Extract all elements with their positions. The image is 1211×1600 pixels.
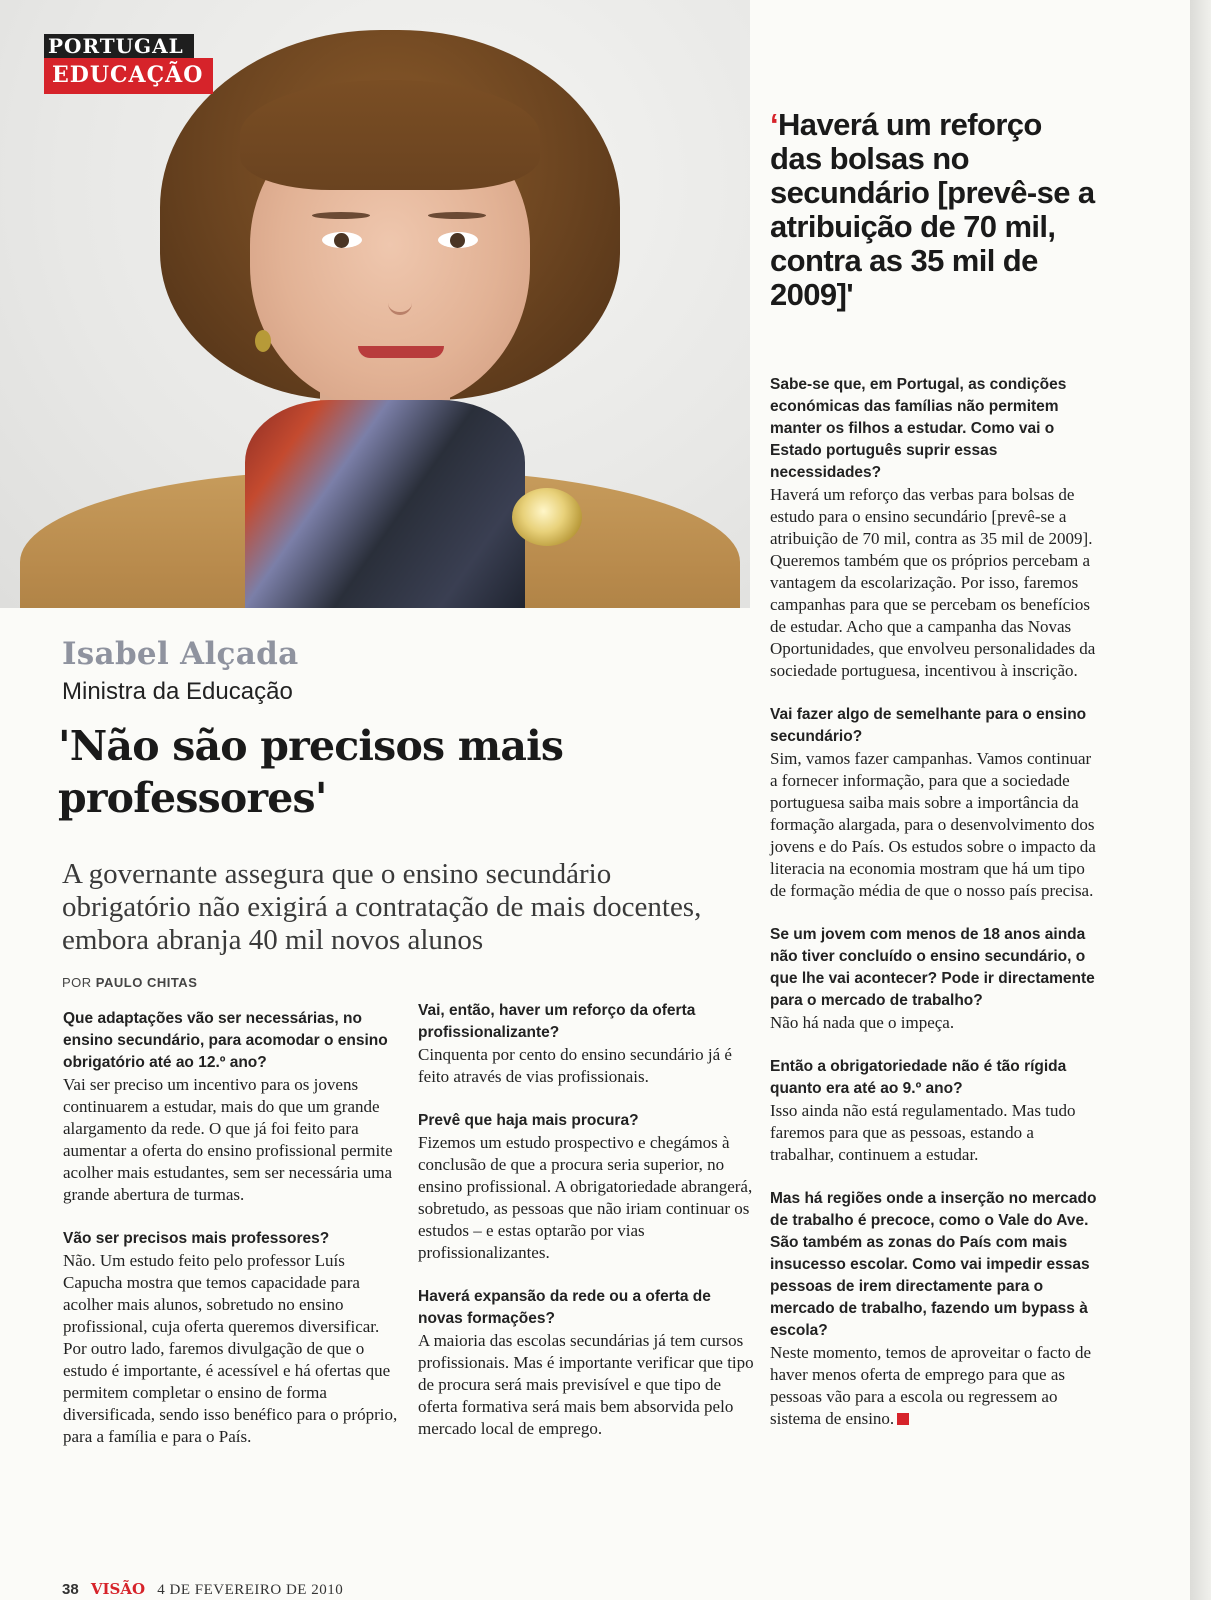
answer: Fizemos um estudo prospectivo e chegámos à conclusão de que a procura seria superior, no ensino profissional. A obrigatoriedade abrangerá, sobretudo, as pessoas que não iriam continuar os estudos – e estas optarão por vias profissionalizantes. (418, 1133, 753, 1262)
question: Mas há regiões onde a inserção no mercado de trabalho é precoce, como o Vale do Ave. São também as zonas do País com mais insucesso escolar. Como vai impedir essas pessoas de irem directamente para o mercado de trabalho, fazendo um bypass à escola? (770, 1190, 1097, 1339)
section-tag-country: PORTUGAL (44, 34, 194, 58)
photo-earring (255, 330, 271, 352)
page-footer (62, 1580, 343, 1599)
photo-mouth (358, 346, 444, 358)
answer: Vai ser preciso um incentivo para os jovens continuarem a estudar, mais do que um grande alargamento da rede. O que já foi feito para aumentar a oferta do ensino profissional permite acolher mais estudantes, sem ser necessária uma grande abertura de turmas. (63, 1075, 393, 1204)
question: Então a obrigatoriedade não é tão rígida quanto era até ao 9.º ano? (770, 1058, 1067, 1097)
answer: A maioria das escolas secundárias já tem cursos profissionais. Mas é importante verificar que tipo de procura será mais previsível e que tipo de oferta formativa será mais bem absorvida pelo mercado local de emprego. (418, 1331, 754, 1438)
text-column-1 (63, 1008, 403, 1448)
pull-quote-text: Haverá um reforço das bolsas no secundário [prevê-se a atribuição de 70 mil, contra as 35 mil de 2009]' (770, 107, 1095, 312)
page-gutter (1190, 0, 1211, 1600)
answer-text: Neste momento, temos de aproveitar o facto de haver menos oferta de emprego para que as pessoas vão para a escola ou regressem ao sistema de ensino. (770, 1343, 1091, 1428)
question: Haverá expansão da rede ou a oferta de novas formações? (418, 1288, 711, 1327)
photo-brow-right (428, 212, 486, 219)
question: Que adaptações vão ser necessárias, no ensino secundário, para acomodar o ensino obrigatório até ao 12.º ano? (63, 1010, 388, 1071)
photo-nose (388, 250, 412, 315)
issue-date: 4 DE FEVEREIRO DE 2010 (157, 1582, 344, 1598)
answer: Não há nada que o impeça. (770, 1013, 955, 1032)
answer: Cinquenta por cento do ensino secundário já é feito através de vias profissionais. (418, 1045, 732, 1086)
photo-eye-left (322, 232, 362, 248)
pull-quote (770, 108, 1100, 312)
photo-brooch (512, 488, 582, 546)
quote-mark-icon: ‘ (770, 107, 779, 142)
question: Vão ser precisos mais professores? (63, 1230, 330, 1247)
question: Sabe-se que, em Portugal, as condições económicas das famílias não permitem manter os filhos a estudar. Como vai o Estado português suprir essas necessidades? (770, 376, 1067, 481)
headline: 'Não são precisos mais professores' (58, 722, 564, 822)
section-tag-topic: EDUCAÇÃO (44, 58, 213, 94)
question: Vai, então, haver um reforço da oferta profissionalizante? (418, 1002, 696, 1041)
answer: Haverá um reforço das verbas para bolsas de estudo para o ensino secundário [prevê-se a atribuição de 70 mil, contra as 35 mil de 2009]. Queremos também que os próprios percebam a vantagem da escolarização. Por isso, faremos campanhas para que se percebam os benefícios de estudar. Acho que a campanha das Novas Oportunidades, que envolveu personalidades da sociedade portuguesa, incentivou à inscrição. (770, 485, 1096, 680)
byline-author: PAULO CHITAS (95, 975, 198, 990)
byline (62, 975, 197, 990)
byline-prefix: POR (62, 975, 92, 990)
text-column-2 (418, 1000, 758, 1440)
answer: Sim, vamos fazer campanhas. Vamos continuar a fornecer informação, para que a sociedade portuguesa saiba mais sobre a importância da formação alargada, para o desenvolvimento dos jovens e do País. Os estudos sobre o impacto da literacia na economia mostram que há um tipo de formação média de que o nosso país precisa. (770, 749, 1096, 900)
photo-bangs (240, 80, 540, 190)
magazine-brand: VISÃO (90, 1580, 146, 1598)
question: Prevê que haja mais procura? (418, 1112, 639, 1129)
answer: Isso ainda não está regulamentado. Mas tudo faremos para que as pessoas, estando a trabalhar, continuem a estudar. (770, 1101, 1076, 1164)
text-column-3 (770, 374, 1100, 1430)
deck: A governante assegura que o ensino secundário obrigatório não exigirá a contratação de mais docentes, embora abranja 40 mil novos alunos (62, 858, 702, 956)
end-of-article-icon (897, 1413, 909, 1425)
question: Vai fazer algo de semelhante para o ensino secundário? (770, 706, 1087, 745)
photo-brow-left (312, 212, 370, 219)
interviewee-role: Ministra da Educação (62, 678, 293, 705)
interviewee-name: Isabel Alçada (62, 636, 299, 672)
photo-eye-right (438, 232, 478, 248)
page-number: 38 (62, 1581, 79, 1598)
photo-scarf (245, 400, 525, 608)
answer: Não. Um estudo feito pelo professor Luís Capucha mostra que temos capacidade para acolher mais alunos, sobretudo no ensino profissional, cuja oferta queremos diversificar. Por outro lado, faremos divulgação de que o estudo é importante, é acessível e há ofertas que permitem completar o ensino de forma diversificada, sendo isso benéfico para o próprio, para a família e para o País. (63, 1251, 398, 1446)
question: Se um jovem com menos de 18 anos ainda não tiver concluído o ensino secundário, o que lhe vai acontecer? Pode ir directamente para o mercado de trabalho? (770, 926, 1095, 1009)
answer (770, 1342, 1100, 1430)
